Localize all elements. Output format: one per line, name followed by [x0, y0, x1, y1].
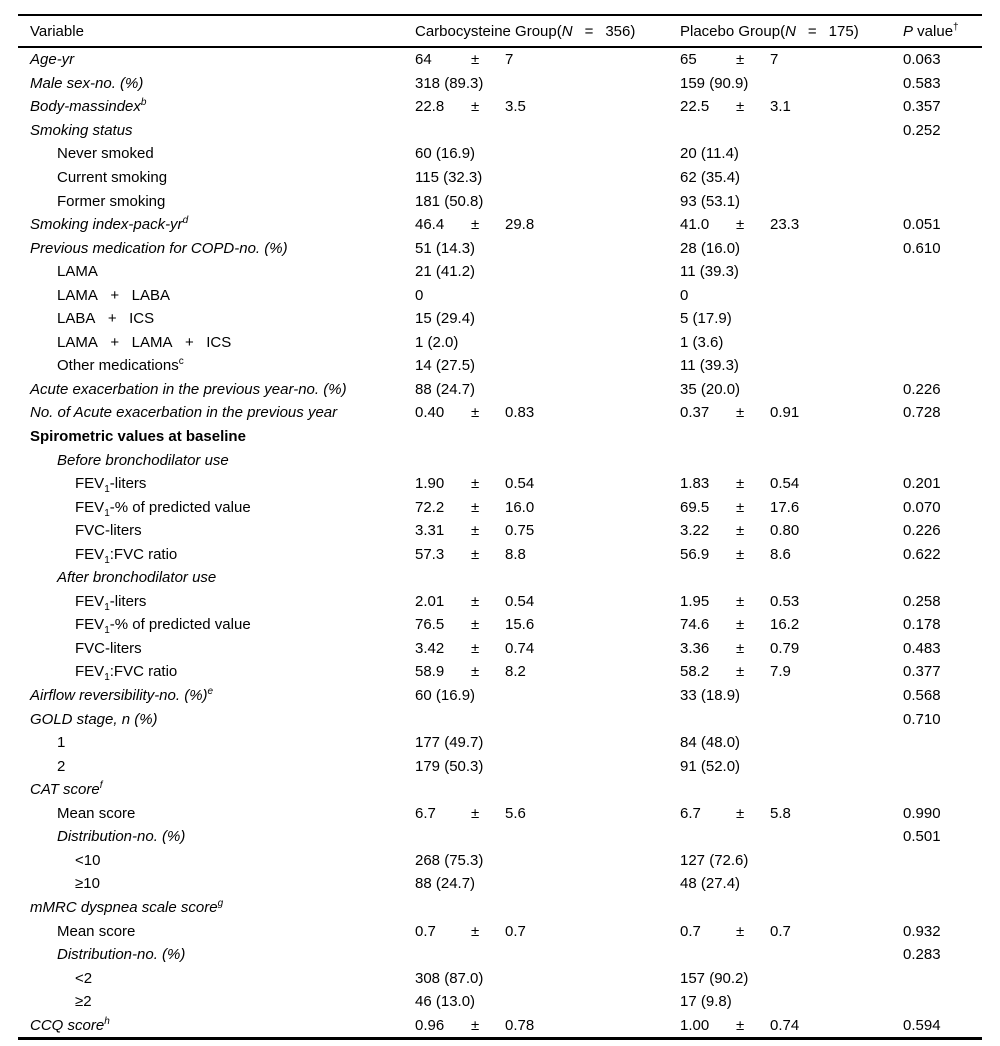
sd-value: 0.54 [505, 475, 535, 493]
group1-n-count: 356) [605, 22, 636, 40]
variable-label: $FEV_1$-liters [75, 475, 147, 496]
group1-n-symbol: N [561, 22, 573, 40]
p-value: 0.226 [903, 380, 941, 398]
mean-value: 74.6 [680, 616, 710, 634]
variable-label: ≥2 [75, 993, 92, 1011]
table-row [18, 425, 982, 449]
carbocysteine-group-value [415, 499, 680, 516]
p-value: 0.583 [903, 74, 941, 92]
variable-label: Current smoking [57, 169, 168, 186]
group1-header-prefix: Carbocysteine Group( [415, 22, 562, 40]
variable-label: LAMA + LAMA + ICS [57, 333, 232, 351]
column-header-placebo-group [680, 23, 903, 40]
group2-header-prefix: Placebo Group( [680, 22, 786, 40]
variable-label: Mean score [57, 922, 136, 940]
table-row [18, 401, 982, 425]
table-row [18, 354, 982, 378]
placebo-group-value: 91 (52.0) [680, 757, 741, 775]
group2-n-count: 175) [828, 22, 859, 40]
pvalue-label: value [913, 22, 954, 40]
variable-label: Previous medication for COPD-no. (%) [30, 239, 288, 257]
mean-value: 64 [415, 51, 432, 69]
variable-label: Age-yr [30, 51, 75, 69]
variable-label: GOLD stage, n (%) [30, 710, 158, 728]
placebo-group-value: 20 (11.4) [680, 145, 739, 163]
carbocysteine-group-value: 15 (29.4) [415, 310, 476, 328]
p-value: 0.483 [903, 639, 941, 657]
table-row [18, 660, 982, 684]
variable-label: ≥10 [75, 875, 100, 893]
mean-value: 0.7 [415, 922, 436, 940]
plus-minus-sign: ± [471, 475, 480, 493]
carbocysteine-group-value [415, 51, 680, 68]
mean-value: 0.37 [680, 404, 710, 422]
plus-minus-sign: ± [471, 98, 480, 116]
p-value: 0.728 [903, 404, 941, 422]
plus-minus-sign: ± [736, 98, 745, 116]
plus-minus-sign: ± [471, 639, 480, 657]
carbocysteine-group-value: 88 (24.7) [415, 875, 476, 893]
carbocysteine-group-value [415, 640, 680, 657]
carbocysteine-group-value [415, 663, 680, 680]
carbocysteine-group-value: 318 (89.3) [415, 74, 484, 92]
p-value: 0.710 [903, 710, 941, 728]
carbocysteine-group-value [415, 546, 680, 563]
mean-value: 3.31 [415, 522, 445, 540]
carbocysteine-group-value: 308 (87.0) [415, 969, 484, 987]
variable-label: LAMA [57, 263, 98, 281]
p-value: 0.070 [903, 498, 941, 516]
variable-label: Acute exacerbation in the previous year-no. (%) [30, 380, 347, 398]
variable-label: Distribution-no. (%) [57, 946, 186, 964]
plus-minus-sign: ± [736, 1016, 745, 1034]
p-value: 0.258 [903, 592, 941, 610]
table-row [18, 896, 982, 920]
table-row [18, 966, 982, 990]
plus-minus-sign: ± [471, 545, 480, 563]
placebo-group-value: 33 (18.9) [680, 687, 741, 705]
sd-value: 16.2 [770, 616, 800, 634]
plus-minus-sign: ± [471, 498, 480, 516]
placebo-group-value: 157 (90.2) [680, 969, 749, 987]
plus-minus-sign: ± [471, 1016, 480, 1034]
mean-value: 46.4 [415, 216, 445, 234]
table-row [18, 872, 982, 896]
variable-label: <10 [75, 851, 101, 869]
table-row [18, 943, 982, 967]
placebo-group-value [680, 923, 903, 940]
sd-value: 0.74 [505, 639, 535, 657]
carbocysteine-group-value: 51 (14.3) [415, 239, 476, 257]
plus-minus-sign: ± [471, 592, 480, 610]
table-row [18, 731, 982, 755]
table-row [18, 825, 982, 849]
sd-value: 0.74 [770, 1016, 800, 1034]
variable-label: Spirometric values at baseline [30, 428, 246, 446]
p-value: 0.178 [903, 616, 941, 634]
table-row [18, 990, 982, 1014]
carbocysteine-group-value: 179 (50.3) [415, 757, 484, 775]
sd-value: 8.8 [505, 545, 526, 563]
variable-label: Mean score [57, 804, 136, 822]
p-value: 0.594 [903, 1016, 941, 1034]
table-row [18, 378, 982, 402]
plus-minus-sign: ± [736, 592, 745, 610]
mean-value: 65 [680, 51, 697, 69]
placebo-group-value [680, 593, 903, 610]
plus-minus-sign: ± [736, 663, 745, 681]
mean-value: 69.5 [680, 498, 710, 516]
carbocysteine-group-value: 0 [415, 286, 424, 304]
plus-minus-sign: ± [736, 216, 745, 234]
p-value: 0.377 [903, 663, 941, 681]
carbocysteine-group-value: 177 (49.7) [415, 734, 484, 752]
carbocysteine-group-value: 1 (2.0) [415, 333, 459, 351]
placebo-group-value: 11 (39.3) [680, 263, 739, 281]
variable-label: Never smoked [57, 145, 154, 163]
table-row [18, 236, 982, 260]
table-row [18, 331, 982, 355]
sd-value: 8.2 [505, 663, 526, 681]
sd-value: 17.6 [770, 498, 800, 516]
p-value: 0.932 [903, 922, 941, 940]
plus-minus-sign: ± [736, 922, 745, 940]
mean-value: 6.7 [415, 804, 436, 822]
mean-value: 76.5 [415, 616, 445, 634]
placebo-group-value: 84 (48.0) [680, 734, 741, 752]
table-row [18, 283, 982, 307]
mean-value: 1.00 [680, 1016, 710, 1034]
mean-value: 3.22 [680, 522, 710, 540]
table-body [18, 48, 982, 1037]
placebo-group-value [680, 404, 903, 421]
mean-value: 1.90 [415, 475, 445, 493]
mean-value: 2.01 [415, 592, 445, 610]
sd-value: 0.53 [770, 592, 800, 610]
variable-label: Other medications$^c$ [57, 356, 184, 375]
p-value: 0.051 [903, 216, 941, 234]
plus-minus-sign: ± [736, 804, 745, 822]
placebo-group-value [680, 663, 903, 680]
table-row [18, 519, 982, 543]
p-value: 0.252 [903, 121, 941, 139]
p-value: 0.201 [903, 475, 941, 493]
placebo-group-value [680, 475, 903, 492]
mean-value: 3.36 [680, 639, 710, 657]
mean-value: 0.96 [415, 1016, 445, 1034]
mean-value: 1.95 [680, 592, 710, 610]
placebo-group-value: 48 (27.4) [680, 875, 741, 893]
variable-label: LABA + ICS [57, 310, 155, 328]
mean-value: 6.7 [680, 804, 701, 822]
column-header-pvalue [903, 23, 982, 40]
p-value: 0.226 [903, 522, 941, 540]
table-row [18, 684, 982, 708]
placebo-group-value: 0 [680, 286, 689, 304]
carbocysteine-group-value [415, 593, 680, 610]
placebo-group-value [680, 51, 903, 68]
column-header-variable: Variable [30, 22, 84, 40]
plus-minus-sign: ± [471, 922, 480, 940]
column-header-carbocysteine-group [415, 23, 680, 40]
sd-value: 29.8 [505, 216, 535, 234]
carbocysteine-group-value: 60 (16.9) [415, 145, 476, 163]
mean-value: 0.7 [680, 922, 701, 940]
sd-value: 5.6 [505, 804, 526, 822]
carbocysteine-group-value: 21 (41.2) [415, 263, 476, 281]
table-row [18, 495, 982, 519]
placebo-group-value: 159 (90.9) [680, 74, 749, 92]
placebo-group-value [680, 546, 903, 563]
mean-value: 22.8 [415, 98, 445, 116]
variable-label: $FEV_1:FVC$ ratio [75, 545, 178, 566]
plus-minus-sign: ± [471, 216, 480, 234]
table-row [18, 849, 982, 873]
placebo-group-value [680, 98, 903, 115]
placebo-group-value: 17 (9.8) [680, 993, 732, 1011]
placebo-group-value [680, 805, 903, 822]
carbocysteine-group-value [415, 216, 680, 233]
carbocysteine-group-value [415, 805, 680, 822]
variable-label: 1 [57, 734, 66, 752]
p-value: 0.610 [903, 239, 941, 257]
sd-value: 7.9 [770, 663, 791, 681]
mean-value: 22.5 [680, 98, 710, 116]
table-row [18, 778, 982, 802]
variable-label: Smoking status [30, 121, 133, 139]
table-row [18, 48, 982, 72]
variable-label: Male sex-no. (%) [30, 74, 144, 92]
group1-equals: = [584, 22, 594, 40]
table-row [18, 260, 982, 284]
carbocysteine-group-value: 268 (75.3) [415, 851, 484, 869]
plus-minus-sign: ± [471, 663, 480, 681]
table-row [18, 142, 982, 166]
placebo-group-value: 11 (39.3) [680, 357, 739, 375]
placebo-group-value [680, 1017, 903, 1034]
sd-value: 0.75 [505, 522, 535, 540]
plus-minus-sign: ± [471, 804, 480, 822]
table-row [18, 72, 982, 96]
sd-value: 0.83 [505, 404, 535, 422]
variable-label: Former smoking [57, 192, 166, 210]
carbocysteine-group-value: 46 (13.0) [415, 993, 476, 1011]
table-row [18, 802, 982, 826]
variable-label: Airflow reversibility-no. (%)$^e$ [30, 686, 214, 705]
variable-label: Before bronchodilator use [57, 451, 229, 469]
sd-value: 16.0 [505, 498, 535, 516]
plus-minus-sign: ± [736, 51, 745, 69]
variable-label: FVC-liters [75, 522, 142, 540]
sd-value: 0.7 [505, 922, 526, 940]
variable-label: CCQ score$^h$ [30, 1015, 110, 1034]
sd-value: 7 [505, 51, 514, 69]
p-value: 0.622 [903, 545, 941, 563]
sd-value: 0.54 [770, 475, 800, 493]
p-value: 0.990 [903, 804, 941, 822]
plus-minus-sign: ± [471, 616, 480, 634]
mean-value: 72.2 [415, 498, 445, 516]
carbocysteine-group-value: 115 (32.3) [415, 169, 483, 186]
plus-minus-sign: ± [736, 616, 745, 634]
plus-minus-sign: ± [736, 522, 745, 540]
variable-label: $FEV_1:FVC$ ratio [75, 663, 178, 684]
sd-value: 0.7 [770, 922, 791, 940]
carbocysteine-group-value: 14 (27.5) [415, 357, 476, 375]
variable-label: CAT score$^f$ [30, 780, 103, 799]
placebo-group-value: 1 (3.6) [680, 333, 724, 351]
plus-minus-sign: ± [471, 51, 480, 69]
placebo-group-value [680, 522, 903, 539]
placebo-group-value [680, 216, 903, 233]
plus-minus-sign: ± [736, 498, 745, 516]
mean-value: 56.9 [680, 545, 710, 563]
carbocysteine-group-value: 88 (24.7) [415, 380, 476, 398]
mean-value: 0.40 [415, 404, 445, 422]
plus-minus-sign: ± [736, 475, 745, 493]
p-value: 0.357 [903, 98, 941, 116]
p-value: 0.063 [903, 51, 941, 69]
p-value: 0.568 [903, 687, 941, 705]
baseline-characteristics-table [18, 14, 982, 1040]
variable-label: $FEV_1-\%$ of predicted value [75, 616, 251, 637]
sd-value: 15.6 [505, 616, 535, 634]
sd-value: 0.91 [770, 404, 800, 422]
placebo-group-value [680, 616, 903, 633]
variable-label: $FEV_1-\%$ of predicted value [75, 498, 251, 519]
variable-label: LAMA + LABA [57, 286, 170, 304]
variable-label: After bronchodilator use [57, 569, 217, 587]
group2-n-symbol: N [785, 22, 796, 40]
placebo-group-value: 127 (72.6) [680, 851, 749, 869]
variable-label: mMRC dyspnea scale score$^g$ [30, 897, 224, 916]
table-row [18, 566, 982, 590]
pvalue-symbol: P [903, 22, 914, 40]
carbocysteine-group-value [415, 616, 680, 633]
table-row [18, 919, 982, 943]
variable-label: Distribution-no. (%) [57, 828, 186, 846]
carbocysteine-group-value: 60 (16.9) [415, 687, 476, 705]
carbocysteine-group-value [415, 475, 680, 492]
placebo-group-value [680, 499, 903, 516]
placebo-group-value: 5 (17.9) [680, 310, 732, 328]
table-row [18, 707, 982, 731]
sd-value: 0.78 [505, 1016, 535, 1034]
variable-label: 2 [57, 757, 66, 775]
mean-value: 58.9 [415, 663, 445, 681]
p-value: 0.283 [903, 946, 941, 964]
sd-value: 0.79 [770, 639, 800, 657]
table-row [18, 95, 982, 119]
plus-minus-sign: ± [471, 522, 480, 540]
pvalue-dagger: † [953, 21, 959, 33]
placebo-group-value: 35 (20.0) [680, 380, 741, 398]
table-row [18, 590, 982, 614]
mean-value: 58.2 [680, 663, 710, 681]
placebo-group-value: 28 (16.0) [680, 239, 741, 257]
table-row [18, 1013, 982, 1037]
sd-value: 8.6 [770, 545, 791, 563]
carbocysteine-group-value: 181 (50.8) [415, 192, 484, 210]
carbocysteine-group-value [415, 1017, 680, 1034]
table-row [18, 119, 982, 143]
table-row [18, 754, 982, 778]
table-row [18, 213, 982, 237]
plus-minus-sign: ± [736, 639, 745, 657]
variable-label: FVC-liters [75, 639, 142, 657]
table-header [18, 16, 982, 48]
carbocysteine-group-value [415, 404, 680, 421]
table-row [18, 166, 982, 190]
sd-value: 7 [770, 51, 779, 69]
carbocysteine-group-value [415, 98, 680, 115]
mean-value: 41.0 [680, 216, 710, 234]
placebo-group-value [680, 640, 903, 657]
plus-minus-sign: ± [471, 404, 480, 422]
carbocysteine-group-value [415, 923, 680, 940]
carbocysteine-group-value [415, 522, 680, 539]
variable-label: Smoking index-$pack-yr^d$ [30, 215, 189, 234]
table-row [18, 542, 982, 566]
sd-value: 3.5 [505, 98, 526, 116]
variable-label: <2 [75, 969, 93, 987]
group2-equals: = [807, 22, 817, 40]
variable-label: No. of Acute exacerbation in the previous year [30, 404, 338, 422]
mean-value: 57.3 [415, 545, 445, 563]
sd-value: 3.1 [770, 98, 791, 116]
sd-value: 0.54 [505, 592, 535, 610]
sd-value: 23.3 [770, 216, 800, 234]
sd-value: 0.80 [770, 522, 800, 540]
table-row [18, 189, 982, 213]
sd-value: 5.8 [770, 804, 791, 822]
placebo-group-value: 62 (35.4) [680, 169, 741, 186]
variable-label: $FEV_1$-liters [75, 592, 147, 613]
variable-label: Body-massindex$^b$ [30, 97, 147, 116]
table-row [18, 472, 982, 496]
table-row [18, 613, 982, 637]
table-row [18, 637, 982, 661]
p-value: 0.501 [903, 828, 941, 846]
plus-minus-sign: ± [736, 404, 745, 422]
table-row [18, 448, 982, 472]
plus-minus-sign: ± [736, 545, 745, 563]
mean-value: 1.83 [680, 475, 710, 493]
mean-value: 3.42 [415, 639, 445, 657]
table-row [18, 307, 982, 331]
placebo-group-value: 93 (53.1) [680, 192, 741, 210]
